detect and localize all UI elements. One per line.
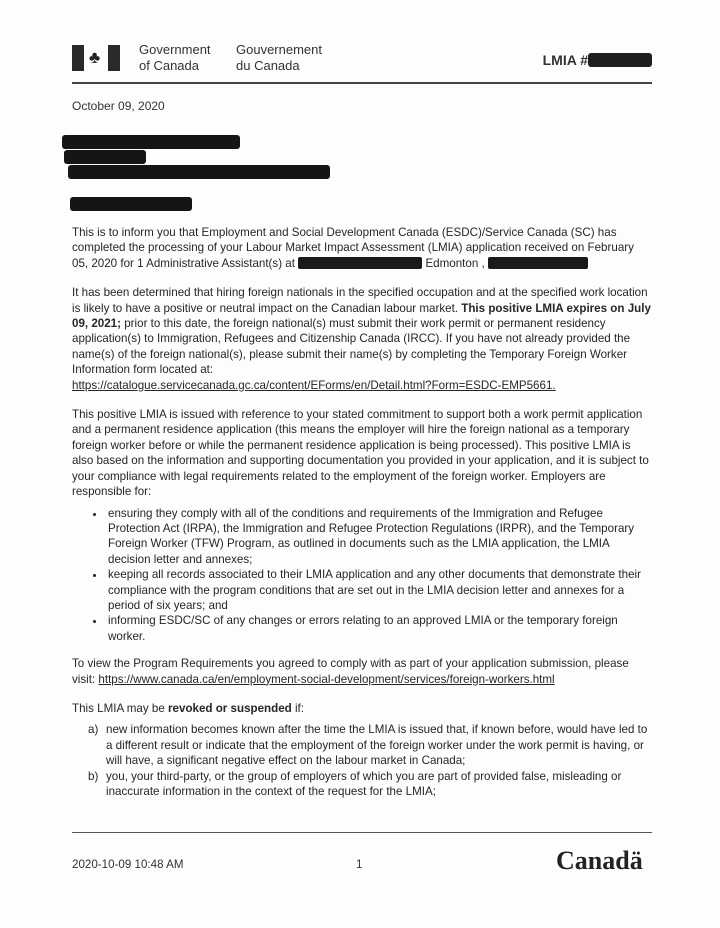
revocation-conditions-list	[72, 722, 652, 799]
redacted-province	[488, 257, 588, 269]
paragraph-revocation: This LMIA may be revoked or suspended if:	[72, 701, 305, 715]
redacted-recipient-line	[64, 150, 146, 164]
letter-body	[72, 225, 652, 799]
paragraph-program-requirements: To view the Program Requirements you agreed to comply with as part of your application submission, please visit: https://www.canada.ca/en/employment-social-development/services/foreign-workers.html	[72, 657, 629, 686]
government-of-canada-en: Government of Canada	[139, 42, 211, 73]
footer-divider	[72, 832, 652, 833]
redacted-recipient-line	[70, 197, 192, 211]
list-item: b) you, your third-party, or the group of employers of which you are part of provided false, misleading or inaccurate information in the context of the request for the LMIA;	[88, 769, 622, 798]
list-item: • ensuring they comply with all of the conditions and requirements of the Immigration and Refugee Protection Act (IRPA), the Immigration and Refugee Protection Regulations (IRPR), and the Temporary Foreign Worker (TFW) Program, as outlined in documents such as the LMIA application, the LMIA decision letter and annexes;	[106, 506, 652, 568]
redacted-recipient-line	[62, 135, 240, 149]
government-of-canada-fr: Gouvernement du Canada	[236, 42, 322, 73]
letter-date: October 09, 2020	[72, 99, 165, 113]
lmia-number: LMIA #	[543, 52, 652, 68]
canada-wordmark: Canadä	[556, 846, 643, 875]
list-item: a) new information becomes known after the time the LMIA is issued that, if known before, would have led to a different result or indicate that the employment of the foreign worker under the work permit is having, or will have, a significant negative effect on the labour market in Canada;	[88, 723, 648, 768]
redacted-lmia-number	[588, 53, 652, 67]
canada-flag-icon: ♣	[72, 45, 122, 71]
footer-timestamp: 2020-10-09 10:48 AM	[72, 858, 184, 871]
tfw-information-form-link[interactable]: https://catalogue.servicecanada.gc.ca/content/EForms/en/Detail.html?Form=ESDC-EMP5661.	[72, 378, 556, 392]
list-item: • keeping all records associated to their LMIA application and any other documents that demonstrate their compliance with the program conditions that are set out in the LMIA decision letter and annexes for a period of six years; and	[106, 567, 652, 613]
header-divider	[72, 82, 652, 84]
program-requirements-link[interactable]: https://www.canada.ca/en/employment-social-development/services/foreign-workers.html	[98, 672, 555, 686]
paragraph-responsibilities: This positive LMIA is issued with reference to your stated commitment to support both a work permit application and a permanent residence application (this means the employer will hire the foreign national as a temporary foreign worker before or while the permanent residence application is being processed). This positive LMIA is also based on the information and supporting documentation you provided in your application, and it is subject to your compliance with legal requirements related to the employment of the foreign worker. Employers are responsible for:	[72, 408, 649, 499]
paragraph-positive-lmia: It has been determined that hiring foreign nationals in the specified occupation and at the specified work location is likely to have a positive or neutral impact on the Canadian labour market. This positive LMIA expires on July 09, 2021; prior to this date, the foreign national(s) must submit their work permit or permanent residency application(s) to Immigration, Refugees and Citizenship Canada (IRCC). If you have not already provided the name(s) of the foreign national(s), please submit their name(s) by completing the Temporary Foreign Worker Information form located at: https://catalogue.servicecanada.gc.ca/content/EForms/en/Detail.html?Form=ESDC-EMP5661.	[72, 286, 651, 392]
employer-responsibilities-list	[72, 506, 652, 645]
paragraph-completion-notice: This is to inform you that Employment and Social Development Canada (ESDC)/Service Canada (SC) has completed the processing of your Labour Market Impact Assessment (LMIA) application received on February 05, 2020 for 1 Administrative Assistant(s) at Edmonton ,	[72, 226, 634, 270]
page-number: 1	[356, 858, 363, 871]
redacted-employer-address	[298, 257, 422, 269]
redacted-recipient-line	[68, 165, 330, 179]
letter-header	[72, 40, 652, 80]
list-item: • informing ESDC/SC of any changes or errors relating to an approved LMIA or the temporary foreign worker.	[106, 613, 652, 644]
